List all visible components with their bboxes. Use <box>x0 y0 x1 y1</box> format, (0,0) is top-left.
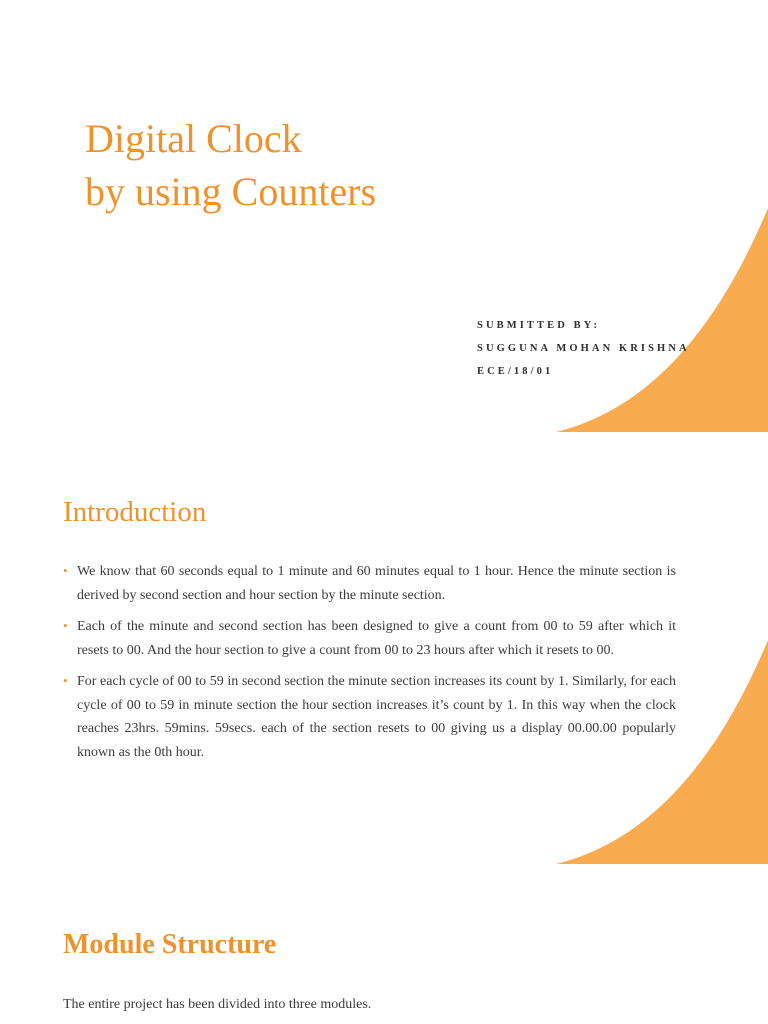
bullet-text: For each cycle of 00 to 59 in second section the minute section increases its count by 1. Similarly, for each cycle of 00 to 59 in minute section the hour section increases it’s count by 1. In this way when the clock reaches 23hrs. 59mins. 59secs. each of the section resets to 00 giving us a display 00.00.00 popularly known as the 0th hour. <box>77 674 676 760</box>
bullet-text: Each of the minute and second section has been designed to give a count from 00 to 59 after which it resets to 00. And the hour section to give a count from 00 to 23 hours after which it resets to 00. <box>77 619 676 658</box>
slide-title-line-1: Digital Clock <box>85 116 302 161</box>
bullet-icon: • <box>63 563 68 578</box>
bullet-icon: • <box>63 673 68 688</box>
slide-title-line-2: by using Counters <box>85 169 377 214</box>
author-roll-number: ECE/18/01 <box>477 366 554 377</box>
list-item <box>63 670 676 764</box>
module-structure-slide <box>0 864 768 1024</box>
module-structure-heading: Module Structure <box>63 929 277 960</box>
introduction-bullet-list <box>63 560 676 772</box>
introduction-heading: Introduction <box>63 496 207 528</box>
bullet-text: We know that 60 seconds equal to 1 minute and 60 minutes equal to 1 hour. Hence the minute section is derived by second section and hour section by the minute section. <box>77 564 676 603</box>
list-item <box>63 560 676 607</box>
author-name: SUGGUNA MOHAN KRISHNA <box>477 343 690 354</box>
module-structure-body: The entire project has been divided into three modules. <box>63 997 372 1012</box>
title-slide <box>0 0 768 432</box>
submitted-by-label: SUBMITTED BY: <box>477 320 601 331</box>
decorative-corner-shape <box>548 0 768 432</box>
introduction-slide <box>0 432 768 864</box>
bullet-icon: • <box>63 618 68 633</box>
list-item <box>63 615 676 662</box>
